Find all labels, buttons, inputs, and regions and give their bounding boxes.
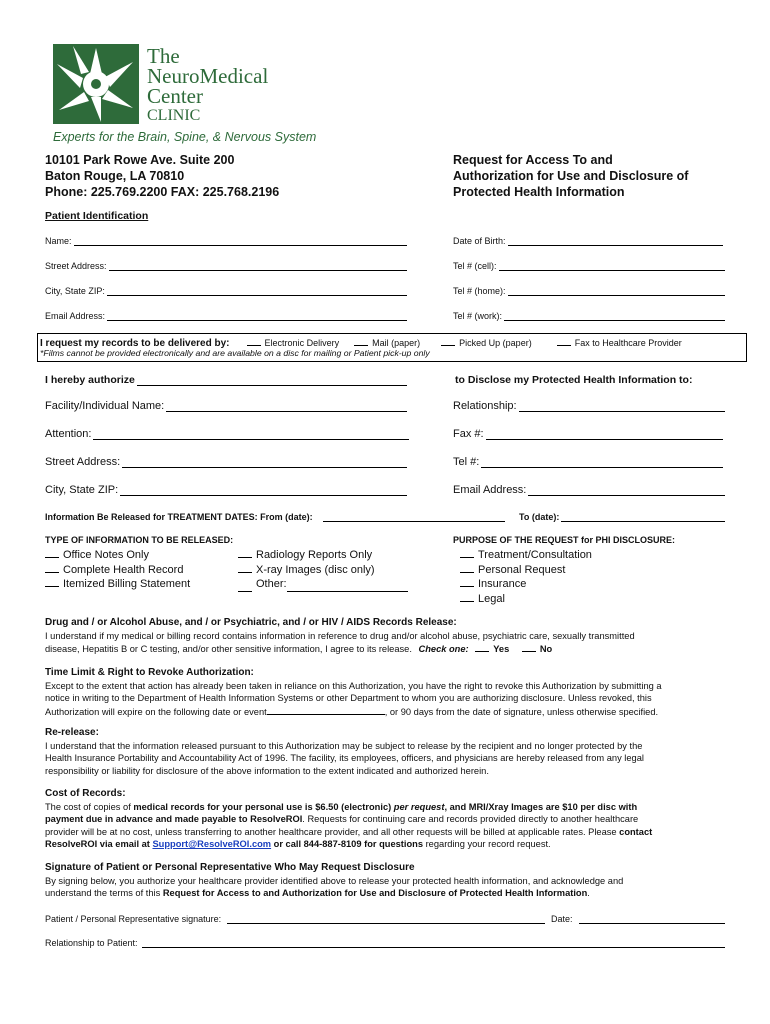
signature-heading: Signature of Patient or Personal Representative Who May Request Disclosure bbox=[45, 862, 415, 873]
signature-date-field[interactable]: Date: bbox=[551, 913, 725, 924]
recipient-tel-field[interactable]: Tel #: bbox=[453, 456, 723, 468]
drug-no-label: No bbox=[539, 644, 553, 654]
recipient-email-field[interactable]: Email Address: bbox=[453, 484, 725, 496]
signature-text-2c: . bbox=[587, 888, 590, 898]
type-item-office-notes[interactable]: Office Notes Only bbox=[45, 548, 190, 563]
patient-email-field[interactable]: Email Address: bbox=[45, 310, 407, 321]
delivery-label: I request my records to be delivered by: bbox=[40, 338, 230, 349]
revoke-text-2: notice in writing to the Department of Health Information Systems or other Department to whom you are authorizing disclosure. Unless revoked, this bbox=[45, 693, 652, 703]
recipient-fax-field[interactable]: Fax #: bbox=[453, 428, 723, 440]
type-item-billing-statement[interactable]: Itemized Billing Statement bbox=[45, 577, 190, 592]
form-title-line-1: Request for Access To and bbox=[453, 153, 613, 167]
cost-text-1a: The cost of copies of bbox=[45, 801, 134, 812]
drug-yes-label: Yes bbox=[493, 644, 510, 654]
cost-text-1b: medical records for your personal use is $6.50 (electronic) bbox=[133, 801, 394, 812]
cost-text-3b: contact bbox=[619, 826, 653, 837]
cost-text-4c: or call 844-887-8109 for questions bbox=[271, 839, 423, 849]
type-item-other[interactable]: Other: bbox=[238, 577, 408, 592]
treatment-date-from-field[interactable]: Information Be Released for TREATMENT DATES: From (date): bbox=[45, 511, 505, 522]
purpose-legal[interactable]: Legal bbox=[460, 592, 592, 607]
cost-text-1d: , and MRI/Xray Images are $10 per disc with bbox=[444, 801, 638, 812]
signature-text-2b: Request for Access to and Authorization for Use and Disclosure of Protected Health Information bbox=[162, 888, 588, 898]
treatment-date-to-field[interactable]: To (date): bbox=[519, 511, 725, 522]
delivery-pickup-checkbox[interactable] bbox=[441, 336, 455, 346]
recipient-relationship-field[interactable]: Relationship: bbox=[453, 400, 725, 412]
address-city: Baton Rouge, LA 70810 bbox=[45, 169, 185, 183]
signature-text-2a: understand the terms of this bbox=[45, 888, 163, 898]
revoke-heading: Time Limit & Right to Revoke Authorization: bbox=[45, 667, 254, 678]
delivery-fax-label: Fax to Healthcare Provider bbox=[574, 338, 682, 348]
form-title-line-2: Authorization for Use and Disclosure of bbox=[453, 169, 689, 183]
patient-tel-work-field[interactable]: Tel # (work): bbox=[453, 310, 725, 321]
drug-no-checkbox[interactable] bbox=[522, 642, 536, 652]
delivery-mail-label: Mail (paper) bbox=[372, 338, 421, 348]
logo-line-1: The bbox=[147, 44, 180, 68]
patient-dob-field[interactable]: Date of Birth: bbox=[453, 235, 723, 246]
clinic-logo bbox=[53, 44, 139, 124]
type-item-complete-record[interactable]: Complete Health Record bbox=[45, 563, 190, 578]
drug-check-label: Check one: bbox=[418, 644, 469, 654]
cost-text-3a: provider will be at no cost, unless transferring to another healthcare provider, and all other requests will be billed at applicable rates. Please bbox=[45, 826, 620, 837]
form-title-line-3: Protected Health Information bbox=[453, 185, 625, 199]
rerelease-text-2: Health Insurance Portability and Accountability Act of 1996. The facility, its employees, officers, and physicians are hereby released from any legal bbox=[45, 753, 644, 763]
delivery-pickup-label: Picked Up (paper) bbox=[459, 338, 532, 348]
address-street: 10101 Park Rowe Ave. Suite 200 bbox=[45, 153, 235, 167]
revoke-expiry-field[interactable] bbox=[267, 705, 385, 715]
neuron-logo-icon bbox=[53, 44, 139, 124]
recipient-city-field[interactable]: City, State ZIP: bbox=[45, 484, 407, 496]
purpose-insurance[interactable]: Insurance bbox=[460, 577, 592, 592]
type-item-xray[interactable]: X-ray Images (disc only) bbox=[238, 563, 408, 578]
patient-signature-field[interactable]: Patient / Personal Representative signature: bbox=[45, 913, 545, 924]
patient-tel-home-field[interactable]: Tel # (home): bbox=[453, 285, 725, 296]
cost-text-4a: ResolveROI via email at bbox=[45, 839, 153, 849]
patient-street-field[interactable]: Street Address: bbox=[45, 260, 407, 271]
logo-tagline: Experts for the Brain, Spine, & Nervous System bbox=[53, 130, 317, 144]
cost-heading: Cost of Records: bbox=[45, 788, 126, 799]
delivery-electronic-label: Electronic Delivery bbox=[264, 338, 340, 348]
cost-text-2a: payment due in advance and made payable to ResolveROI bbox=[45, 814, 303, 824]
delivery-mail-checkbox[interactable] bbox=[354, 336, 368, 346]
drug-heading: Drug and / or Alcohol Abuse, and / or Psychiatric, and / or HIV / AIDS Records Release: bbox=[45, 617, 457, 628]
revoke-text-3a: Authorization will expire on the following date or event bbox=[45, 706, 267, 717]
recipient-street-field[interactable]: Street Address: bbox=[45, 456, 407, 468]
support-email-link[interactable]: Support@ResolveROI.com bbox=[152, 839, 272, 849]
delivery-note: *Films cannot be provided electronically and are available on a disc for mailing or Patient pick-up only bbox=[40, 348, 430, 358]
revoke-text-3b: , or 90 days from the date of signature, unless otherwise specified. bbox=[384, 706, 659, 717]
purpose-personal[interactable]: Personal Request bbox=[460, 563, 592, 578]
signature-text-1: By signing below, you authorize your healthcare provider identified above to release your protected health information, and acknowledge and bbox=[45, 875, 624, 886]
patient-name-field[interactable]: Name: bbox=[45, 235, 407, 246]
drug-text-2: disease, Hepatitis B or C testing, and/or other sensitive information, I agree to its release. bbox=[45, 644, 412, 654]
rerelease-text-3: responsibility or liability for disclosure of the above information to the extent indicated and authorized herein. bbox=[45, 765, 489, 776]
cost-text-4d: regarding your record request. bbox=[423, 839, 551, 849]
authorize-field[interactable]: I hereby authorize bbox=[45, 374, 407, 386]
logo-line-4: CLINIC bbox=[147, 107, 201, 124]
logo-line-2: NeuroMedical bbox=[147, 64, 269, 88]
patient-city-field[interactable]: City, State ZIP: bbox=[45, 285, 407, 296]
cost-text-2b: . Requests for continuing care and records provided directly to another healthcare bbox=[302, 814, 639, 824]
delivery-electronic-checkbox[interactable] bbox=[247, 336, 261, 346]
patient-tel-cell-field[interactable]: Tel # (cell): bbox=[453, 260, 725, 271]
drug-text-1: I understand if my medical or billing record contains information in reference to drug and/or alcohol abuse, psychiatric care, sexually transmitted bbox=[45, 630, 635, 641]
relationship-to-patient-field[interactable]: Relationship to Patient: bbox=[45, 937, 725, 948]
patient-identification-heading: Patient Identification bbox=[45, 210, 149, 222]
recipient-facility-field[interactable]: Facility/Individual Name: bbox=[45, 400, 407, 412]
logo-line-3: Center bbox=[147, 84, 203, 108]
recipient-attention-field[interactable]: Attention: bbox=[45, 428, 409, 440]
type-item-radiology[interactable]: Radiology Reports Only bbox=[238, 548, 408, 563]
purpose-treatment[interactable]: Treatment/Consultation bbox=[460, 548, 592, 563]
revoke-text-1: Except to the extent that action has already been taken in reliance on this Authorization, you have the right to revoke this Authorization by submitting a bbox=[45, 680, 662, 691]
purpose-heading: PURPOSE OF THE REQUEST for PHI DISCLOSURE: bbox=[453, 535, 676, 545]
delivery-fax-checkbox[interactable] bbox=[557, 336, 571, 346]
rerelease-text-1: I understand that the information released pursuant to this Authorization may be subject to release by the recipient and no longer protected by the bbox=[45, 740, 643, 751]
cost-text-1c: per request bbox=[393, 801, 445, 812]
address-phone: Phone: 225.769.2200 FAX: 225.768.2196 bbox=[45, 185, 280, 199]
drug-yes-checkbox[interactable] bbox=[475, 642, 489, 652]
types-heading: TYPE OF INFORMATION TO BE RELEASED: bbox=[45, 535, 234, 545]
authorize-to-label: to Disclose my Protected Health Information to: bbox=[455, 374, 693, 386]
rerelease-heading: Re-release: bbox=[45, 727, 99, 738]
